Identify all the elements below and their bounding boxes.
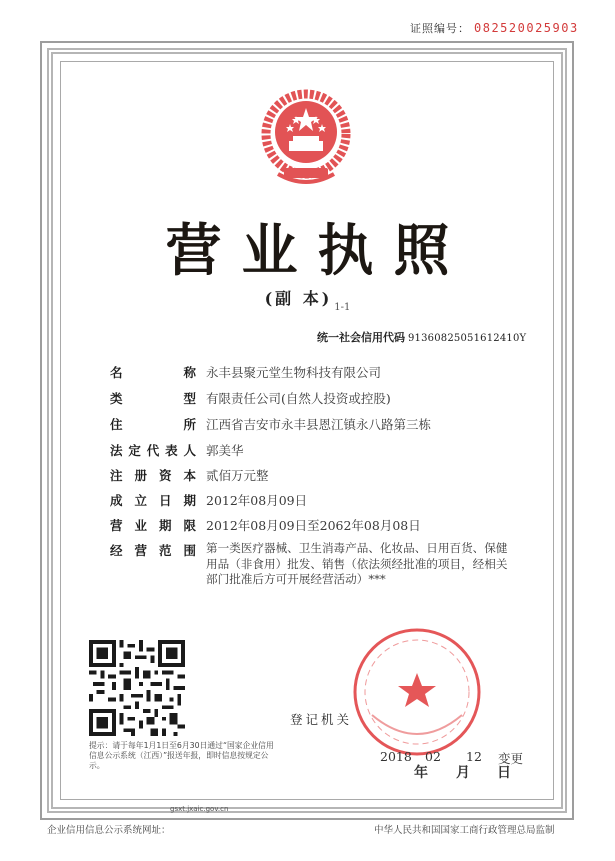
issue-month: 02: [425, 749, 441, 764]
qr-code-icon: [89, 640, 185, 736]
credit-code: [317, 329, 526, 345]
field-label: 住所: [110, 417, 196, 432]
field-value: 2012年08月09日至2062年08月08日: [206, 518, 421, 533]
year-label: 年: [414, 765, 428, 781]
change-mark: 变更: [498, 751, 524, 766]
issue-day: 12: [466, 749, 482, 764]
month-label: 月: [456, 765, 470, 781]
field-label: 经营范围: [110, 543, 196, 558]
website-url: gsxt.jxaic.gov.cn: [170, 805, 229, 813]
field-label: 法定代表人: [110, 443, 196, 458]
footer-left: 企业信用信息公示系统网址：: [47, 825, 171, 836]
annual-report-hint: 提示：请于每年1月1日至6月30日通过“国家企业信用信息公示系统（江西）”报送年报，即时信息按规定公示。: [89, 741, 274, 770]
issue-year: 2018: [380, 749, 412, 764]
field-value: 2012年08月09日: [206, 493, 308, 508]
field-label: 注册资本: [110, 468, 196, 483]
field-label: 名称: [110, 365, 196, 380]
subtitle-text: (副 本): [264, 289, 333, 308]
copy-sequence: 1-1: [334, 302, 351, 313]
subtitle: [0, 286, 615, 313]
certificate-number-label: 证照编号：: [410, 22, 470, 35]
field-label: 成立日期: [110, 493, 196, 508]
field-value: 贰佰万元整: [206, 468, 269, 483]
registration-office-label: 登记机关: [290, 712, 353, 727]
day-label: 日: [497, 765, 511, 781]
official-seal-icon: [350, 625, 485, 760]
field-value: 永丰县聚元堂生物科技有限公司: [206, 365, 382, 380]
field-value: 有限责任公司(自然人投资或控股): [206, 391, 391, 406]
footer-right: 中华人民共和国国家工商行政管理总局监制: [374, 825, 555, 836]
field-label: 类型: [110, 391, 196, 406]
national-emblem-icon: [256, 86, 356, 190]
certificate-number-value: 082520025903: [474, 21, 579, 35]
certificate-number: [410, 20, 579, 36]
field-value: 郭美华: [206, 443, 244, 458]
field-value: 第一类医疗器械、卫生消毒产品、化妆品、日用百货、保健用品（非食用）批发、销售（依法须经批准的项目，经相关部门批准后方可开展经营活动）***: [206, 541, 508, 586]
page-title: 营业执照: [165, 218, 470, 284]
field-value: 江西省吉安市永丰县恩江镇永八路第三栋: [206, 417, 432, 432]
credit-code-value: 91360825051612410Y: [408, 333, 527, 344]
field-label: 营业期限: [110, 518, 196, 533]
credit-code-label: 统一社会信用代码: [317, 331, 405, 344]
